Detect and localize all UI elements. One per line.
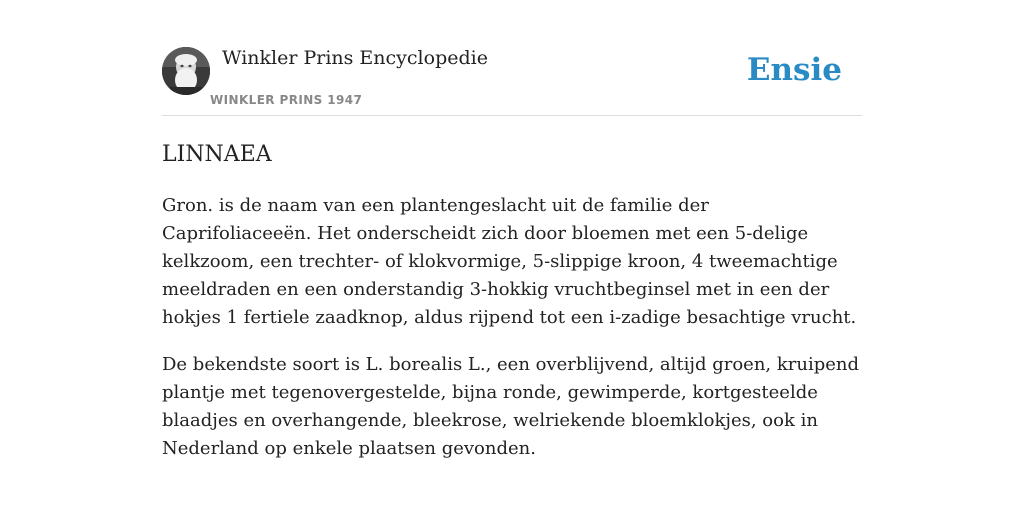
source-subtitle[interactable]: WINKLER PRINS 1947 (210, 93, 363, 107)
avatar[interactable] (162, 47, 210, 95)
article-paragraph: De bekendste soort is L. borealis L., een overblijvend, altijd groen, kruipend plantje met tegenovergestelde, bijna ronde, gewimperde, kortgesteelde blaadjes en overhangende, bleekrose, welriekende bloemklokjes, ook in Nederland op enkele plaatsen gevonden. (162, 354, 860, 459)
article-paragraph: Gron. is de naam van een plantengeslacht uit de familie der Caprifoliaceeën. Het onderscheidt zich door bloemen met een 5-delige kelkzoom, een trechter- of klokvormige, 5-slippige kroon, 4 tweemachtige meeldraden en een onderstandig 3-hokkig vruchtbeginsel met in een der hokjes 1 fertiele zaadknop, aldus rijpend tot een i-zadige besachtige vrucht. (162, 195, 857, 328)
site-title[interactable]: Winkler Prins Encyclopedie (222, 47, 488, 69)
brand-logo[interactable]: Ensie (746, 52, 842, 88)
header (162, 0, 862, 116)
article-title: LINNAEA (162, 142, 272, 167)
portrait-icon (162, 47, 210, 95)
article-body (162, 192, 862, 482)
page-container (162, 0, 862, 459)
